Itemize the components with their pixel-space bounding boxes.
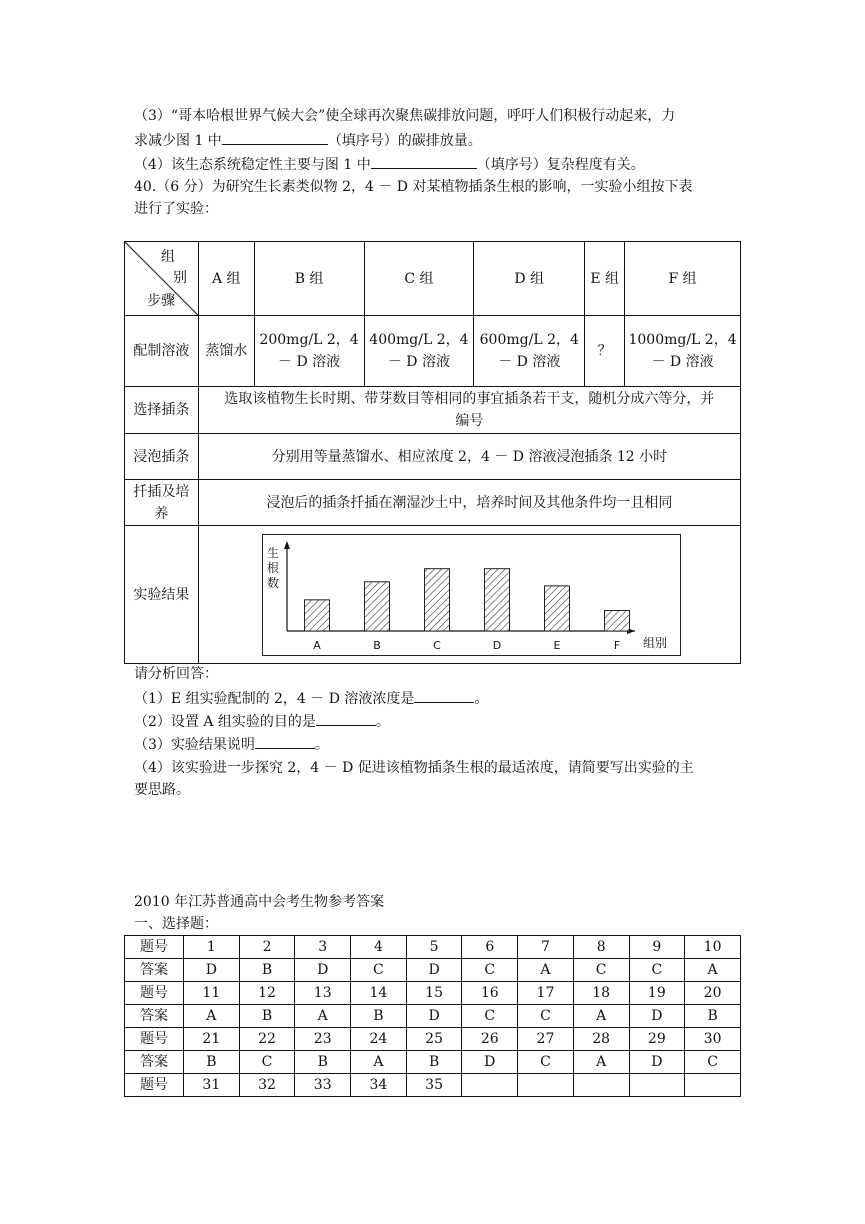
table-cell: 13 [295,982,351,1005]
question-3-end: 。 [314,737,329,753]
table-row [125,242,741,316]
table-cell: D [295,959,351,982]
questions-lead: 请分析回答： [134,666,218,682]
row-label: 选择插条 [125,387,199,434]
solution-cell: 400mg/L 2，4 － D 溶液 [364,316,474,387]
table-cell: 31 [184,1074,240,1097]
table-cell: C [518,1051,574,1074]
table-cell: 32 [239,1074,295,1097]
table-cell: 14 [351,982,407,1005]
x-tick-label: F [613,639,621,652]
table-cell: D [629,1005,685,1028]
table-cell: 24 [351,1028,407,1051]
table-cell [518,1074,574,1097]
table-cell: D [184,959,240,982]
y-axis-label-char: 数 [267,576,280,590]
table-cell: A [184,1005,240,1028]
x-tick-label: C [433,639,441,652]
table-cell [685,1074,741,1097]
solution-cell: ？ [585,316,625,387]
question-2-text: （2）设置 A 组实验的目的是 [134,714,316,730]
table-cell: 22 [239,1028,295,1051]
corner-label-1: 组 [161,249,175,265]
table-cell: 10 [685,936,741,959]
row-label: 题号 [125,936,184,959]
table-cell: D [406,1005,462,1028]
table-cell [462,1074,518,1097]
question-4-a: （4）该实验进一步探究 2，4 － D 促进该植物插条生根的最适浓度，请简要写出实验的主 [134,760,694,776]
bar-c [425,569,450,631]
table-cell: C [462,1005,518,1028]
answers-section: 一、选择题： [134,916,218,932]
table-cell: B [295,1051,351,1074]
answer-blank [255,734,315,749]
x-tick-label: A [313,639,321,652]
x-axis-label: 组别 [643,636,668,650]
question-3-text: （3）实验结果说明 [134,737,255,753]
answers-title: 2010 年江苏普通高中会考生物参考答案 [134,894,385,910]
group-header: E 组 [585,242,625,316]
table-cell: B [184,1051,240,1074]
y-axis-arrow [284,541,290,549]
x-tick-label: E [553,639,561,652]
group-header: B 组 [254,242,364,316]
table-cell: 19 [629,982,685,1005]
table-cell: 17 [518,982,574,1005]
q40-line-b: 进行了实验： [134,201,218,217]
row-label: 题号 [125,1028,184,1051]
table-cell: 6 [462,936,518,959]
group-header: C 组 [364,242,474,316]
table-row [125,387,741,434]
table-row [125,316,741,387]
table-cell: 5 [406,936,462,959]
group-header: F 组 [625,242,741,316]
question-1-end: 。 [474,691,489,707]
table-row [125,1051,741,1074]
x-tick-label: D [492,639,502,652]
group-header: D 组 [474,242,585,316]
table-cell: C [629,959,685,982]
table-cell: 20 [685,982,741,1005]
table-cell: D [462,1051,518,1074]
table-cell: 3 [295,936,351,959]
table-cell: B [685,1005,741,1028]
table-row [125,1028,741,1051]
q4-line-post: （填序号）复杂程度有关。 [476,157,645,173]
table-cell: B [351,1005,407,1028]
table-corner-cell [125,242,199,316]
answer-blank [316,711,376,726]
row-label: 实验结果 [125,526,199,664]
table-cell: 26 [462,1028,518,1051]
question-3 [134,734,329,755]
row-label: 扦插及培养 [125,480,199,526]
table-cell: C [351,959,407,982]
table-cell: B [406,1051,462,1074]
table-row [125,434,741,480]
y-axis-label-char: 生 [267,546,280,560]
table-cell: C [462,959,518,982]
answer-blank [222,130,328,145]
step-description: 分别用等量蒸馏水、相应浓度 2，4 － D 溶液浸泡插条 12 小时 [198,434,740,480]
table-cell: 34 [351,1074,407,1097]
table-cell: 4 [351,936,407,959]
table-cell: 7 [518,936,574,959]
row-label: 答案 [125,1051,184,1074]
bar-a [305,600,330,631]
table-cell: B [239,1005,295,1028]
x-tick-label: B [373,639,381,652]
answer-key-table [124,935,741,1097]
result-chart-frame [262,534,681,656]
q40-line-a: 40.（6 分）为研究生长素类似物 2，4 － D 对某植物插条生根的影响，一实验小组按下表 [134,179,693,195]
question-1 [134,688,488,709]
result-bar-chart [263,535,680,655]
table-cell: D [406,959,462,982]
table-cell: A [573,1005,629,1028]
question-2-end: 。 [375,714,390,730]
bar-f [605,611,630,632]
group-header: A 组 [198,242,254,316]
step-description: 选取该植物生长时期、带芽数目等相同的事宜插条若干支，随机分成六等分，并编号 [198,387,740,434]
q4-line-pre: （4）该生态系统稳定性主要与图 1 中 [134,157,371,173]
table-cell: 9 [629,936,685,959]
table-cell [573,1074,629,1097]
table-cell: C [685,1051,741,1074]
table-row [125,936,741,959]
table-cell: 11 [184,982,240,1005]
table-cell: 23 [295,1028,351,1051]
table-cell: A [573,1051,629,1074]
table-cell: A [518,959,574,982]
table-cell: 12 [239,982,295,1005]
corner-label-3: 步骤 [147,293,175,309]
table-row [125,480,741,526]
q3-line-a: （3）“哥本哈根世界气候大会”使全球再次聚焦碳排放问题，呼吁人们积极行动起来，力 [134,108,676,124]
table-cell: 30 [685,1028,741,1051]
table-cell: A [295,1005,351,1028]
step-description: 浸泡后的插条扦插在潮湿沙土中，培养时间及其他条件均一且相同 [198,480,740,526]
corner-label-2: 别 [173,270,187,286]
table-cell: A [685,959,741,982]
table-cell: 25 [406,1028,462,1051]
table-cell: 2 [239,936,295,959]
table-cell: 18 [573,982,629,1005]
row-label: 浸泡插条 [125,434,199,480]
table-row [125,1074,741,1097]
question-2 [134,711,390,732]
row-label: 配制溶液 [125,316,199,387]
table-cell [629,1074,685,1097]
table-cell: A [351,1051,407,1074]
table-cell: C [573,959,629,982]
table-row [125,959,741,982]
table-cell: 28 [573,1028,629,1051]
table-cell: 21 [184,1028,240,1051]
bar-e [545,586,570,631]
table-cell: 27 [518,1028,574,1051]
table-cell: 1 [184,936,240,959]
table-cell: B [239,959,295,982]
bar-b [365,582,390,631]
question-4-b: 要思路。 [134,782,190,798]
row-label: 答案 [125,1005,184,1028]
question-1-text: （1）E 组实验配制的 2，4 － D 溶液浓度是 [134,691,415,707]
solution-cell: 1000mg/L 2，4 － D 溶液 [625,316,741,387]
table-cell: 35 [406,1074,462,1097]
q3-line-b-post: （填序号）的碳排放量。 [327,133,482,149]
table-row [125,982,741,1005]
row-label: 题号 [125,982,184,1005]
q3-line-b-pre: 求减少图 1 中 [134,133,222,149]
q4-line [134,154,645,175]
row-label: 题号 [125,1074,184,1097]
row-label: 答案 [125,959,184,982]
bar-d [485,569,510,631]
q3-line-b [134,130,482,151]
table-cell: 15 [406,982,462,1005]
answer-blank [371,154,477,169]
y-axis-label-char: 根 [267,561,280,575]
table-cell: 33 [295,1074,351,1097]
table-cell: 29 [629,1028,685,1051]
solution-cell: 600mg/L 2，4 － D 溶液 [474,316,585,387]
table-cell: 8 [573,936,629,959]
table-cell: 16 [462,982,518,1005]
table-row [125,1005,741,1028]
table-cell: C [239,1051,295,1074]
solution-cell: 200mg/L 2，4 － D 溶液 [254,316,364,387]
answer-blank [414,688,474,703]
table-cell: C [518,1005,574,1028]
table-cell: D [629,1051,685,1074]
solution-cell: 蒸馏水 [198,316,254,387]
